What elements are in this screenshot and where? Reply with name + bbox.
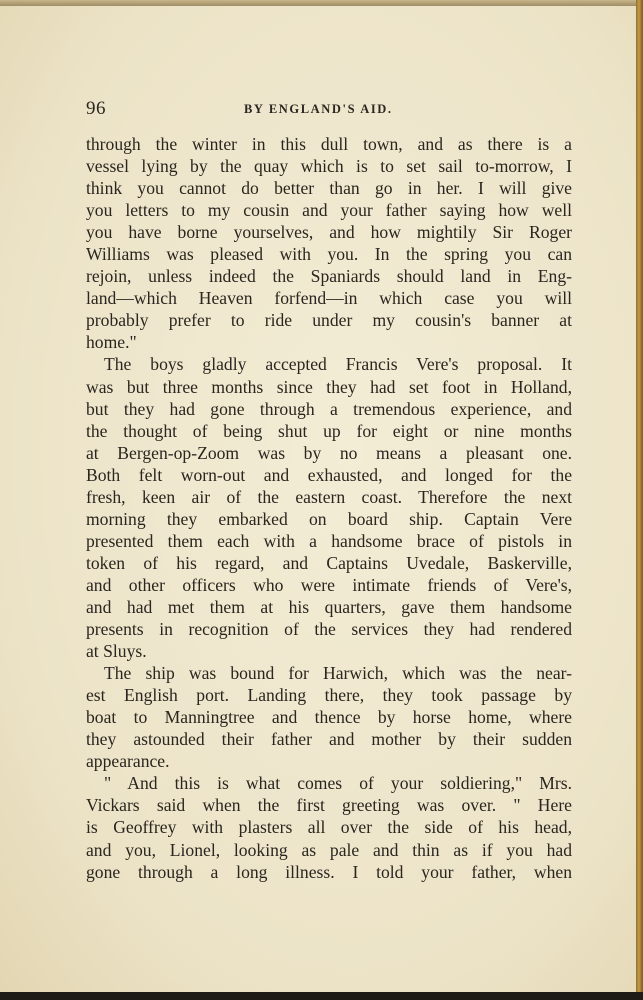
text-line: Both felt worn-out and exhausted, and longed for the [86, 464, 572, 485]
text-line: token of his regard, and Captains Uvedale, Baskerville, [86, 552, 572, 573]
text-line: the thought of being shut up for eight or nine months [86, 420, 572, 441]
text-line: " And this is what comes of your soldiering," Mrs. [104, 773, 572, 794]
text-line: appearance. [86, 751, 170, 772]
text-line: and had met them at his quarters, gave them handsome [86, 596, 572, 617]
text-line: was but three months since they had set foot in Holland, [86, 376, 572, 397]
page-bottom-edge [0, 992, 643, 1000]
body-text [86, 133, 572, 883]
book-spine-strip [636, 0, 643, 1000]
text-line: The ship was bound for Harwich, which was the near- [104, 663, 572, 684]
text-line: The boys gladly accepted Francis Vere's proposal. It [104, 354, 572, 375]
text-line: presented them each with a handsome brace of pistols in [86, 530, 572, 551]
text-line: presents in recognition of the services they had rendered [86, 619, 572, 640]
running-head: BY ENGLAND'S AID. [244, 102, 393, 116]
page-number: 96 [86, 98, 106, 119]
text-line: boat to Manningtree and thence by horse home, where [86, 707, 572, 728]
text-line: but they had gone through a tremendous experience, and [86, 398, 572, 419]
text-line: rejoin, unless indeed the Spaniards should land in Eng- [86, 266, 572, 287]
text-line: through the winter in this dull town, and as there is a [86, 134, 572, 154]
text-line: est English port. Landing there, they took passage by [86, 685, 572, 706]
text-line: land—which Heaven forfend—in which case you will [86, 288, 572, 309]
text-line: home." [86, 332, 137, 353]
text-line: is Geoffrey with plasters all over the side of his head, [86, 817, 572, 838]
text-line: fresh, keen air of the eastern coast. Therefore the next [86, 486, 572, 507]
text-line: gone through a long illness. I told your father, when [86, 861, 572, 882]
text-line: at Bergen-op-Zoom was by no means a pleasant one. [86, 442, 572, 463]
text-line: morning they embarked on board ship. Captain Vere [86, 508, 572, 529]
text-line: Williams was pleased with you. In the spring you can [86, 244, 572, 265]
text-line: you have borne yourselves, and how mightily Sir Roger [86, 222, 572, 243]
text-line: they astounded their father and mother by their sudden [86, 729, 572, 750]
text-line: you letters to my cousin and your father saying how well [86, 200, 572, 221]
text-line: at Sluys. [86, 641, 147, 662]
text-line: vessel lying by the quay which is to set sail to-morrow, I [86, 156, 572, 177]
text-line: think you cannot do better than go in her. I will give [86, 178, 572, 199]
text-line: and other officers who were intimate friends of Vere's, [86, 574, 572, 595]
text-line: probably prefer to ride under my cousin's banner at [86, 310, 572, 331]
text-line: and you, Lionel, looking as pale and thin as if you had [86, 839, 572, 860]
text-line: Vickars said when the first greeting was over. " Here [86, 795, 572, 816]
